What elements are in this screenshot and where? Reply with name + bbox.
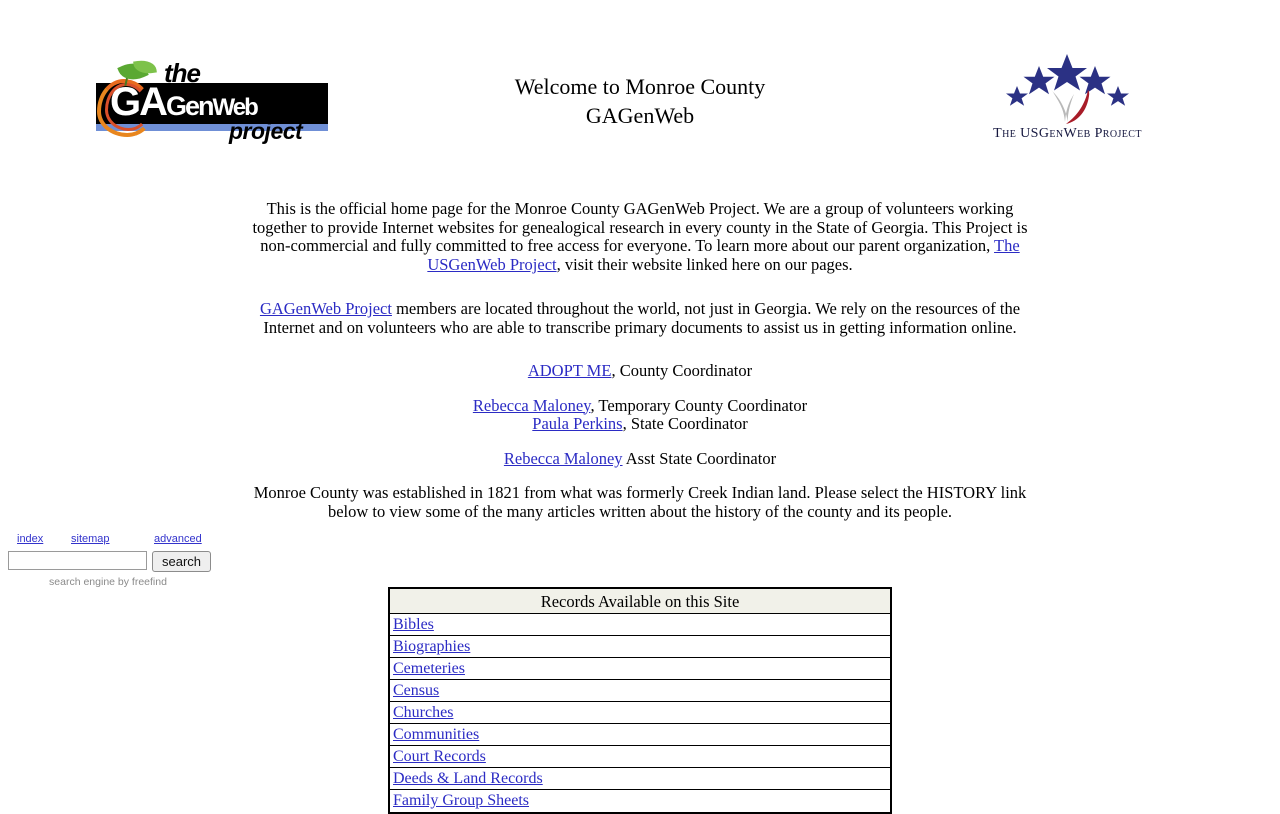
freefind-caption: search engine by freefind xyxy=(49,576,167,588)
records-table xyxy=(388,587,892,814)
records-table-row xyxy=(390,746,890,768)
usgenweb-logo-caption: The USGenWeb Project xyxy=(993,126,1142,141)
county-history-paragraph: Monroe County was established in 1821 from what was formerly Creek Indian land. Please select the HISTORY link below to view some of the many articles written about the history of the county and its people. xyxy=(253,483,1027,521)
search-input[interactable] xyxy=(8,551,147,570)
records-link[interactable]: Census xyxy=(393,682,440,699)
records-link[interactable]: Bibles xyxy=(393,616,434,633)
records-table-row xyxy=(390,636,890,658)
records-table-row xyxy=(390,658,890,680)
records-table-row xyxy=(390,680,890,702)
gagenweb-project-link[interactable]: GAGenWeb Project xyxy=(259,299,392,319)
freefind-search-row xyxy=(8,551,211,572)
paula-perkins-link[interactable]: Paula Perkins xyxy=(532,414,623,434)
coordinators-block xyxy=(240,362,1040,468)
freefind-sitemap-link[interactable]: sitemap xyxy=(71,533,110,545)
intro-paragraph-2 xyxy=(240,300,1040,337)
page-title-line2: GAGenWeb xyxy=(585,103,695,128)
usgenweb-logo[interactable] xyxy=(975,52,1160,147)
paragraph-spacer xyxy=(240,274,1040,300)
county-coordinator-line xyxy=(240,362,1040,381)
rebecca-maloney-asst-link[interactable]: Rebecca Maloney xyxy=(503,448,623,468)
page-title xyxy=(440,72,840,130)
gagenweb-logo-project: project xyxy=(229,118,303,144)
freefind-index-link[interactable]: index xyxy=(17,533,44,545)
records-link[interactable]: Biographies xyxy=(393,638,471,655)
records-link[interactable]: Court Records xyxy=(393,748,486,765)
records-table-row xyxy=(390,790,890,812)
records-link[interactable]: Deeds & Land Records xyxy=(393,770,543,787)
temp-county-coordinator-line xyxy=(240,397,1040,416)
records-link[interactable]: Churches xyxy=(393,704,454,721)
records-table-row xyxy=(390,614,890,636)
records-link[interactable]: Cemeteries xyxy=(393,660,465,677)
records-table-row xyxy=(390,724,890,746)
search-button[interactable]: search xyxy=(152,551,211,572)
intro-p1-text-before: This is the official home page for the Monroe County GAGenWeb Project. We are a group of volunteers working together to provide Internet websites for genealogical research in every county in the State of Georgia. This Project is non-commercial and fully committed to free access for everyone. To learn more about our parent organization, xyxy=(252,199,1028,256)
gagenweb-logo[interactable] xyxy=(96,60,328,144)
records-link[interactable]: Family Group Sheets xyxy=(393,792,529,809)
freefind-search-widget xyxy=(0,533,216,588)
records-table-body xyxy=(390,614,890,812)
freefind-advanced-link[interactable]: advanced xyxy=(154,533,202,545)
records-link[interactable]: Communities xyxy=(393,726,480,743)
page-header xyxy=(0,0,1280,160)
usgenweb-project-link[interactable]: The USGenWeb Project xyxy=(427,236,1020,274)
page-title-line1: Welcome to Monroe County xyxy=(514,74,766,99)
temp-county-coordinator-role: , Temporary County Coordinator xyxy=(590,395,808,415)
gagenweb-logo-web: Web xyxy=(212,94,257,121)
coordinator-spacer-2 xyxy=(240,434,1040,450)
adopt-me-link[interactable]: ADOPT ME xyxy=(527,361,612,380)
intro-paragraph-1 xyxy=(240,200,1040,274)
rebecca-maloney-temp-link[interactable]: Rebecca Maloney xyxy=(472,395,591,415)
intro-p1-text-after: , visit their website linked here on our pages. xyxy=(556,254,853,274)
gagenweb-logo-gen: Gen xyxy=(166,91,213,121)
records-table-row xyxy=(390,702,890,724)
records-table-header: Records Available on this Site xyxy=(390,589,890,614)
asst-state-coordinator-role: Asst State Coordinator xyxy=(622,448,777,468)
intro-p2-text: members are located throughout the world, not just in Georgia. We rely on the resources of the Internet and on volunteers who are able to transcribe primary documents to assist us in getting information online. xyxy=(263,299,1021,337)
usgenweb-logo-graphic xyxy=(975,52,1160,130)
records-table-row xyxy=(390,768,890,790)
coordinator-spacer-1 xyxy=(240,381,1040,397)
gagenweb-logo-ga: GA xyxy=(110,80,166,124)
county-coordinator-role: , County Coordinator xyxy=(611,361,753,380)
state-coordinator-role: , State Coordinator xyxy=(622,414,748,434)
state-coordinator-line xyxy=(240,415,1040,434)
asst-state-coordinator-line xyxy=(240,450,1040,469)
freefind-links xyxy=(0,533,216,549)
gagenweb-logo-the: the xyxy=(164,58,200,88)
intro-content xyxy=(240,200,1040,338)
